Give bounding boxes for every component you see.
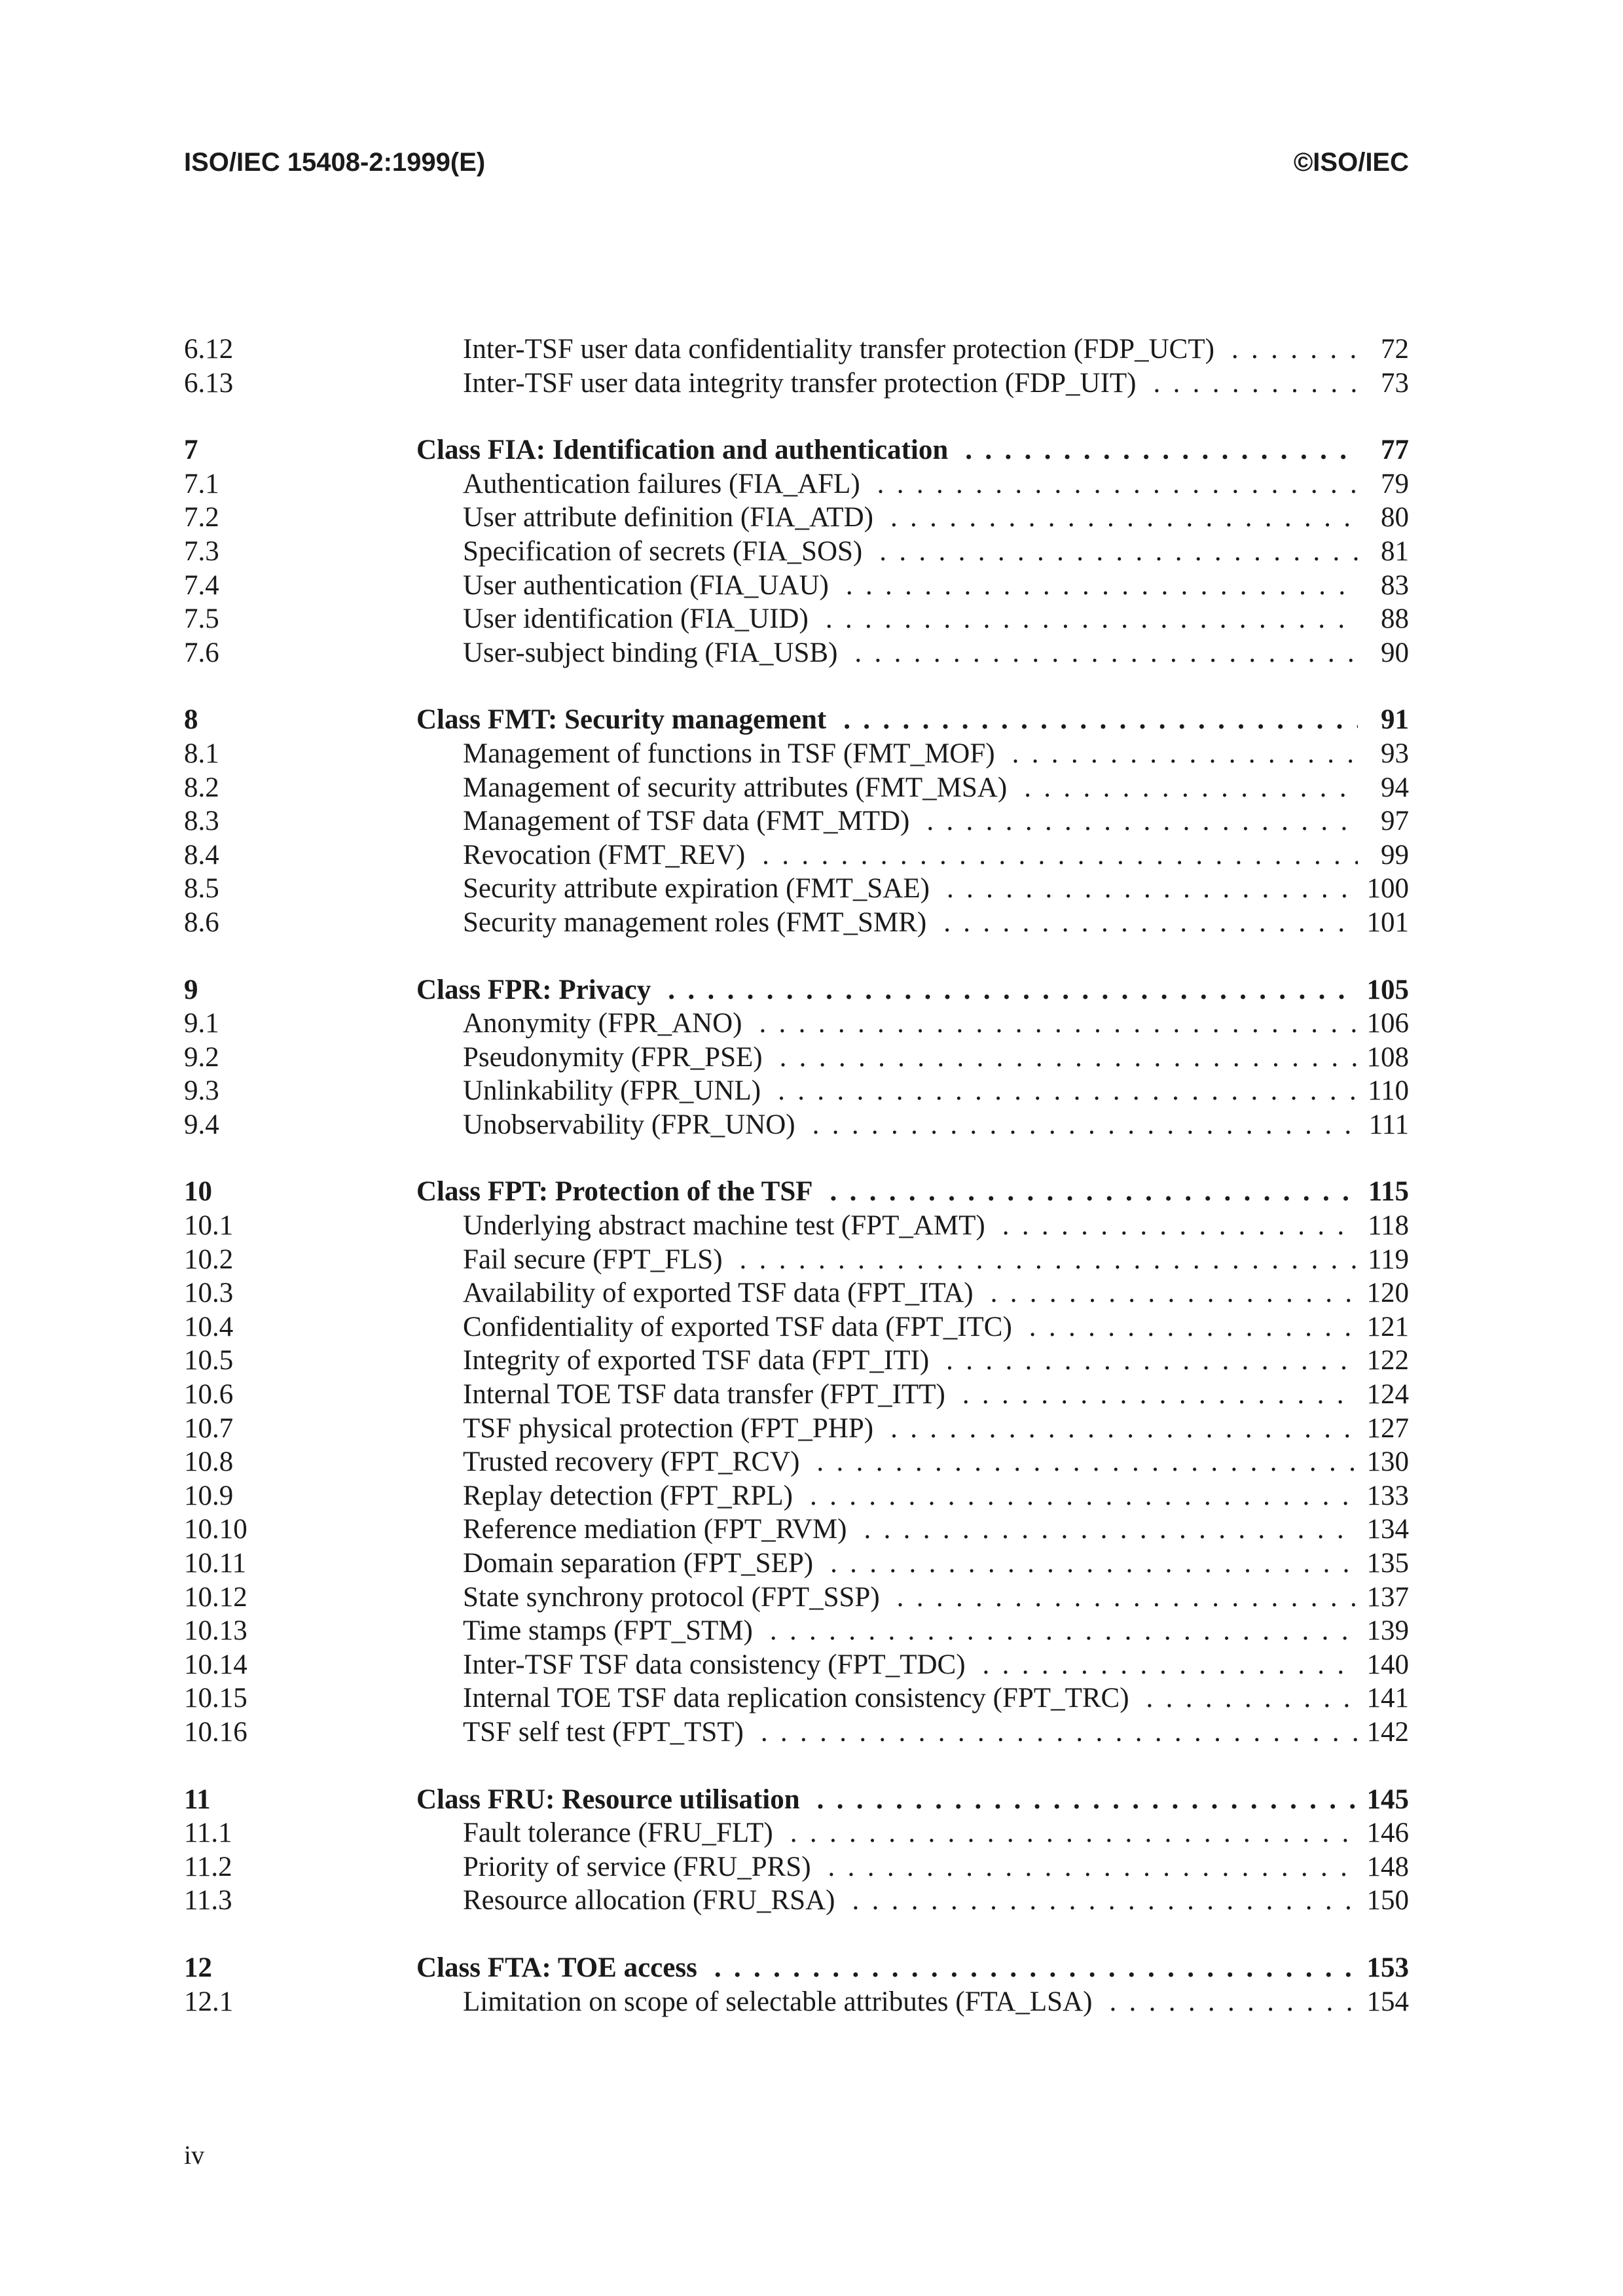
toc-entry-number: 7.3 [184,535,219,567]
toc-subclause-entry[interactable] [184,569,1409,603]
toc-subclause-entry[interactable] [184,1816,1409,1850]
toc-entry-page: 93 [1381,738,1409,769]
toc-entry-number: 10.7 [184,1412,234,1444]
toc-entry-body [417,804,1409,838]
dot-leader [1007,771,1358,805]
toc-entry-number: 9.4 [184,1109,219,1140]
toc-entry-body [417,602,1409,636]
toc-entry-page: 148 [1366,1851,1409,1882]
toc-entry-body [417,1884,1409,1918]
toc-entry-number: 6.13 [184,367,234,399]
toc-clause-entry[interactable] [184,1951,1409,1985]
toc-entry-body [417,569,1409,603]
toc-entry-body [417,535,1409,569]
toc-entry-title: Inter-TSF user data confidentiality transfer protection (FDP_UCT) [463,334,1214,365]
toc-entry-page: 77 [1381,435,1409,466]
dot-leader [826,703,1358,737]
toc-entry-body [417,1007,1409,1041]
toc-entry-body [417,1681,1409,1715]
dot-leader [1092,1985,1358,2019]
toc-entry-body [417,1513,1409,1547]
toc-clause-entry[interactable] [184,433,1409,467]
toc-subclause-entry[interactable] [184,1007,1409,1041]
dot-leader [753,1614,1358,1648]
toc-entry-body [417,1614,1409,1648]
toc-entry-title: Management of functions in TSF (FMT_MOF) [463,738,995,769]
toc-entry-page: 141 [1366,1683,1409,1714]
toc-entry-title: Domain separation (FPT_SEP) [463,1548,814,1579]
toc-entry-number: 10.11 [184,1548,247,1579]
toc-entry-number: 9.2 [184,1041,219,1073]
dot-leader [985,1209,1358,1243]
toc-entry-page: 133 [1366,1480,1409,1511]
toc-entry-page: 139 [1366,1615,1409,1647]
toc-entry-page: 99 [1381,839,1409,870]
toc-entry-title: State synchrony protocol (FPT_SSP) [463,1581,880,1613]
toc-entry-page: 120 [1366,1278,1409,1309]
toc-entry-body [417,1378,1409,1412]
toc-entry-body [416,973,1409,1007]
toc-entry-page: 115 [1368,1176,1409,1208]
toc-subclause-entry[interactable] [184,1344,1409,1378]
toc-entry-number: 7.6 [184,637,219,668]
toc-entry-body [417,1581,1409,1615]
toc-entry-number: 7.1 [184,468,219,499]
toc-entry-number: 10.2 [184,1244,234,1275]
toc-entry-number: 10.10 [184,1514,247,1545]
toc-entry-title: Management of security attributes (FMT_MSA) [463,772,1008,803]
toc-entry-page: 137 [1366,1581,1409,1613]
toc-entry-number: 12.1 [184,1986,234,2017]
dot-leader [873,1412,1358,1446]
toc-entry-title: User attribute definition (FIA_ATD) [463,502,873,533]
dot-leader [945,1378,1358,1412]
dot-leader [1136,367,1358,401]
toc-entry-title: Resource allocation (FRU_RSA) [463,1885,835,1916]
toc-entry-page: 121 [1366,1311,1409,1342]
dot-leader [742,1007,1358,1041]
toc-subclause-entry[interactable] [184,1378,1409,1412]
toc-entry-title: User-subject binding (FIA_USB) [463,637,838,668]
toc-subclause-entry[interactable] [184,1108,1409,1142]
dot-leader [773,1816,1358,1850]
toc-entry-number: 10.8 [184,1446,234,1478]
toc-entry-title: Availability of exported TSF data (FPT_ITA) [463,1278,974,1309]
dot-leader [745,838,1358,872]
dot-leader [835,1884,1358,1918]
toc-entry-title: Class FTA: TOE access [416,1952,697,1983]
toc-subclause-entry[interactable] [184,1041,1409,1075]
toc-entry-page: 108 [1366,1041,1409,1073]
toc-entry-title: Class FMT: Security management [416,704,827,736]
toc-subclause-entry[interactable] [184,838,1409,872]
dot-leader [800,1783,1358,1817]
toc-entry-title: Trusted recovery (FPT_RCV) [463,1446,800,1478]
toc-entry-title: Underlying abstract machine test (FPT_AMT) [463,1210,985,1242]
toc-entry-page: 97 [1381,806,1409,837]
toc-subclause-entry[interactable] [184,872,1409,906]
toc-entry-body [417,1412,1409,1446]
toc-entry-page: 118 [1368,1210,1409,1242]
toc-entry-number: 12 [184,1952,212,1983]
toc-entry-page: 150 [1366,1885,1409,1916]
toc-entry-body [417,872,1409,906]
toc-entry-title: Unobservability (FPR_UNO) [463,1109,795,1140]
toc-entry-title: User authentication (FIA_UAU) [463,569,829,601]
toc-entry-page: 106 [1366,1008,1409,1039]
toc-subclause-entry[interactable] [184,1681,1409,1715]
toc-entry-number: 10.12 [184,1581,247,1613]
toc-entry-number: 9.1 [184,1008,219,1039]
header-copyright: ©ISO/IEC [1293,148,1409,177]
toc-entry-body [417,1479,1409,1513]
toc-group [184,1175,1409,1749]
toc-subclause-entry[interactable] [184,1614,1409,1648]
dot-leader [860,467,1358,501]
toc-subclause-entry[interactable] [184,1310,1409,1344]
toc-entry-body [417,1108,1409,1142]
toc-entry-body [417,906,1409,940]
toc-entry-page: 79 [1381,468,1409,499]
toc-subclause-entry[interactable] [184,1547,1409,1581]
toc-subclause-entry[interactable] [184,1985,1409,2019]
dot-leader [723,1243,1358,1277]
dot-leader [966,1648,1358,1682]
toc-entry-number: 8.4 [184,839,219,870]
toc-group [184,332,1409,400]
toc-entry-page: 145 [1366,1784,1409,1815]
toc-entry-number: 7.5 [184,603,219,635]
toc-entry-page: 72 [1381,334,1409,365]
dot-leader [880,1581,1358,1615]
toc-entry-number: 9.3 [184,1075,219,1107]
toc-entry-page: 88 [1381,603,1409,635]
toc-entry-page: 119 [1368,1244,1409,1275]
dot-leader [847,1513,1358,1547]
dot-leader [651,973,1358,1007]
toc-entry-title: Internal TOE TSF data transfer (FPT_ITT) [463,1379,945,1410]
toc-entry-title: Unlinkability (FPR_UNL) [463,1075,761,1107]
toc-subclause-entry[interactable] [184,1276,1409,1310]
toc-clause-entry[interactable] [184,973,1409,1007]
toc-entry-page: 124 [1366,1379,1409,1410]
toc-entry-body [417,1041,1409,1075]
toc-group [184,1783,1409,1918]
toc-entry-number: 9 [184,974,198,1005]
toc-entry-page: 130 [1366,1446,1409,1478]
toc-entry-page: 153 [1366,1952,1409,1983]
dot-leader [930,872,1358,906]
toc-entry-title: Time stamps (FPT_STM) [463,1615,753,1647]
toc-entry-number: 11.2 [184,1851,232,1882]
table-of-contents [184,332,1409,2052]
toc-entry-title: Priority of service (FRU_PRS) [463,1851,811,1882]
toc-entry-title: TSF self test (FPT_TST) [463,1716,744,1748]
toc-entry-body [417,501,1409,535]
toc-entry-title: Class FIA: Identification and authentication [416,435,949,466]
toc-entry-title: Class FPT: Protection of the TSF [416,1176,813,1208]
toc-entry-body [416,1175,1409,1209]
toc-entry-page: 135 [1366,1548,1409,1579]
dot-leader [799,1445,1358,1479]
toc-subclause-entry[interactable] [184,1581,1409,1615]
toc-entry-page: 105 [1366,974,1409,1005]
dot-leader [744,1715,1358,1749]
toc-entry-body [417,1209,1409,1243]
toc-subclause-entry[interactable] [184,1243,1409,1277]
dot-leader [809,602,1358,636]
toc-entry-page: 140 [1366,1649,1409,1680]
toc-entry-number: 10 [184,1176,212,1208]
dot-leader [763,1041,1358,1075]
dot-leader [1129,1681,1358,1715]
toc-entry-title: Class FRU: Resource utilisation [416,1784,800,1815]
dot-leader [837,636,1358,670]
toc-entry-number: 7 [184,435,198,466]
dot-leader [948,433,1358,467]
dot-leader [862,535,1358,569]
toc-subclause-entry[interactable] [184,1209,1409,1243]
toc-subclause-entry[interactable] [184,1479,1409,1513]
toc-entry-number: 11.3 [184,1885,232,1916]
toc-entry-page: 80 [1381,502,1409,533]
toc-entry-number: 11 [184,1784,211,1815]
toc-entry-page: 134 [1366,1514,1409,1545]
toc-entry-page: 142 [1366,1716,1409,1748]
toc-entry-number: 7.4 [184,569,219,601]
toc-group [184,703,1409,939]
toc-entry-title: Pseudonymity (FPR_PSE) [463,1041,763,1073]
toc-subclause-entry[interactable] [184,737,1409,771]
toc-entry-title: Internal TOE TSF data replication consistency (FPT_TRC) [463,1683,1129,1714]
toc-entry-body [416,1951,1409,1985]
toc-entry-page: 94 [1381,772,1409,803]
toc-entry-number: 10.1 [184,1210,234,1242]
toc-entry-page: 91 [1381,704,1409,736]
toc-entry-number: 8.2 [184,772,219,803]
toc-entry-title: Security management roles (FMT_SMR) [463,906,927,938]
toc-entry-title: Security attribute expiration (FMT_SAE) [463,873,930,905]
toc-entry-number: 8.3 [184,806,219,837]
toc-entry-body [417,1276,1409,1310]
toc-entry-number: 8 [184,704,198,736]
toc-entry-number: 10.15 [184,1683,247,1714]
toc-clause-entry[interactable] [184,703,1409,737]
toc-entry-title: Authentication failures (FIA_AFL) [463,468,860,499]
toc-entry-number: 11.1 [184,1818,232,1849]
toc-entry-number: 10.6 [184,1379,234,1410]
dot-leader [929,1344,1358,1378]
toc-entry-body [416,433,1409,467]
toc-group [184,973,1409,1142]
toc-entry-number: 6.12 [184,334,234,365]
dot-leader [1214,332,1358,367]
toc-entry-page: 90 [1381,637,1409,668]
toc-entry-title: Confidentiality of exported TSF data (FPT_ITC) [463,1311,1012,1342]
toc-entry-number: 10.16 [184,1716,247,1748]
toc-entry-title: User identification (FIA_UID) [463,603,809,635]
dot-leader [795,1108,1358,1142]
footer-page-number: iv [184,2140,205,2170]
dot-leader [761,1074,1358,1108]
toc-entry-body [416,703,1409,737]
toc-entry-page: 83 [1381,569,1409,601]
dot-leader [909,804,1358,838]
toc-entry-page: 127 [1366,1412,1409,1444]
toc-entry-page: 146 [1366,1818,1409,1849]
toc-entry-page: 100 [1366,873,1409,905]
toc-subclause-entry[interactable] [184,332,1409,367]
toc-clause-entry[interactable] [184,1783,1409,1817]
toc-entry-title: Reference mediation (FPT_RVM) [463,1514,847,1545]
toc-group [184,433,1409,670]
toc-entry-title: Management of TSF data (FMT_MTD) [463,806,910,837]
toc-entry-title: Fail secure (FPT_FLS) [463,1244,723,1275]
toc-entry-body [417,838,1409,872]
toc-entry-page: 110 [1368,1075,1409,1107]
toc-entry-body [417,1344,1409,1378]
toc-entry-body [416,1783,1409,1817]
dot-leader [793,1479,1358,1513]
toc-entry-number: 8.1 [184,738,219,769]
dot-leader [811,1850,1358,1884]
toc-entry-body [417,1445,1409,1479]
toc-entry-body [417,367,1409,401]
toc-entry-title: Class FPR: Privacy [416,974,651,1005]
toc-entry-number: 10.4 [184,1311,234,1342]
toc-entry-title: Replay detection (FPT_RPL) [463,1480,793,1511]
toc-entry-title: Integrity of exported TSF data (FPT_ITI) [463,1345,930,1376]
toc-subclause-entry[interactable] [184,636,1409,670]
toc-entry-body [417,332,1409,367]
toc-subclause-entry[interactable] [184,1074,1409,1108]
dot-leader [1012,1310,1358,1344]
toc-entry-title: TSF physical protection (FPT_PHP) [463,1412,874,1444]
toc-entry-title: Limitation on scope of selectable attributes (FTA_LSA) [463,1986,1093,2017]
toc-entry-number: 8.6 [184,906,219,938]
toc-subclause-entry[interactable] [184,1445,1409,1479]
toc-subclause-entry[interactable] [184,602,1409,636]
toc-entry-body [417,467,1409,501]
toc-entry-page: 101 [1366,906,1409,938]
dot-leader [873,501,1358,535]
toc-subclause-entry[interactable] [184,804,1409,838]
toc-entry-body [417,1985,1409,2019]
toc-entry-body [417,1547,1409,1581]
dot-leader [926,906,1358,940]
toc-entry-title: Inter-TSF TSF data consistency (FPT_TDC) [463,1649,966,1680]
toc-subclause-entry[interactable] [184,1715,1409,1749]
toc-entry-title: Fault tolerance (FRU_FLT) [463,1818,773,1849]
toc-entry-number: 10.5 [184,1345,234,1376]
toc-entry-body [417,737,1409,771]
toc-entry-body [417,1648,1409,1682]
toc-subclause-entry[interactable] [184,771,1409,805]
toc-entry-title: Inter-TSF user data integrity transfer protection (FDP_UIT) [463,367,1137,399]
dot-leader [995,737,1358,771]
toc-entry-body [417,771,1409,805]
toc-entry-number: 10.3 [184,1278,234,1309]
toc-entry-number: 8.5 [184,873,219,905]
toc-entry-body [417,1816,1409,1850]
dot-leader [697,1951,1358,1985]
toc-subclause-entry[interactable] [184,467,1409,501]
toc-entry-body [417,636,1409,670]
header-standard-id: ISO/IEC 15408-2:1999(E) [184,148,486,177]
toc-subclause-entry[interactable] [184,1850,1409,1884]
toc-entry-page: 73 [1381,367,1409,399]
toc-entry-body [417,1310,1409,1344]
toc-entry-page: 81 [1381,535,1409,567]
toc-entry-body [417,1715,1409,1749]
dot-leader [974,1276,1358,1310]
toc-subclause-entry[interactable] [184,1648,1409,1682]
toc-entry-body [417,1074,1409,1108]
toc-entry-number: 10.9 [184,1480,234,1511]
toc-subclause-entry[interactable] [184,1412,1409,1446]
toc-entry-page: 122 [1366,1345,1409,1376]
toc-entry-number: 10.13 [184,1615,247,1647]
toc-entry-body [417,1850,1409,1884]
toc-subclause-entry[interactable] [184,501,1409,535]
dot-leader [813,1175,1358,1209]
dot-leader [813,1547,1358,1581]
toc-entry-title: Anonymity (FPR_ANO) [463,1008,742,1039]
toc-subclause-entry[interactable] [184,367,1409,401]
toc-subclause-entry[interactable] [184,1513,1409,1547]
toc-entry-body [417,1243,1409,1277]
toc-entry-number: 10.14 [184,1649,247,1680]
toc-entry-title: Specification of secrets (FIA_SOS) [463,535,863,567]
toc-group [184,1951,1409,2018]
dot-leader [829,569,1358,603]
toc-entry-title: Revocation (FMT_REV) [463,839,746,870]
toc-subclause-entry[interactable] [184,1884,1409,1918]
toc-entry-number: 7.2 [184,502,219,533]
toc-clause-entry[interactable] [184,1175,1409,1209]
toc-subclause-entry[interactable] [184,535,1409,569]
toc-entry-page: 111 [1368,1109,1409,1140]
toc-subclause-entry[interactable] [184,906,1409,940]
toc-entry-page: 154 [1366,1986,1409,2017]
